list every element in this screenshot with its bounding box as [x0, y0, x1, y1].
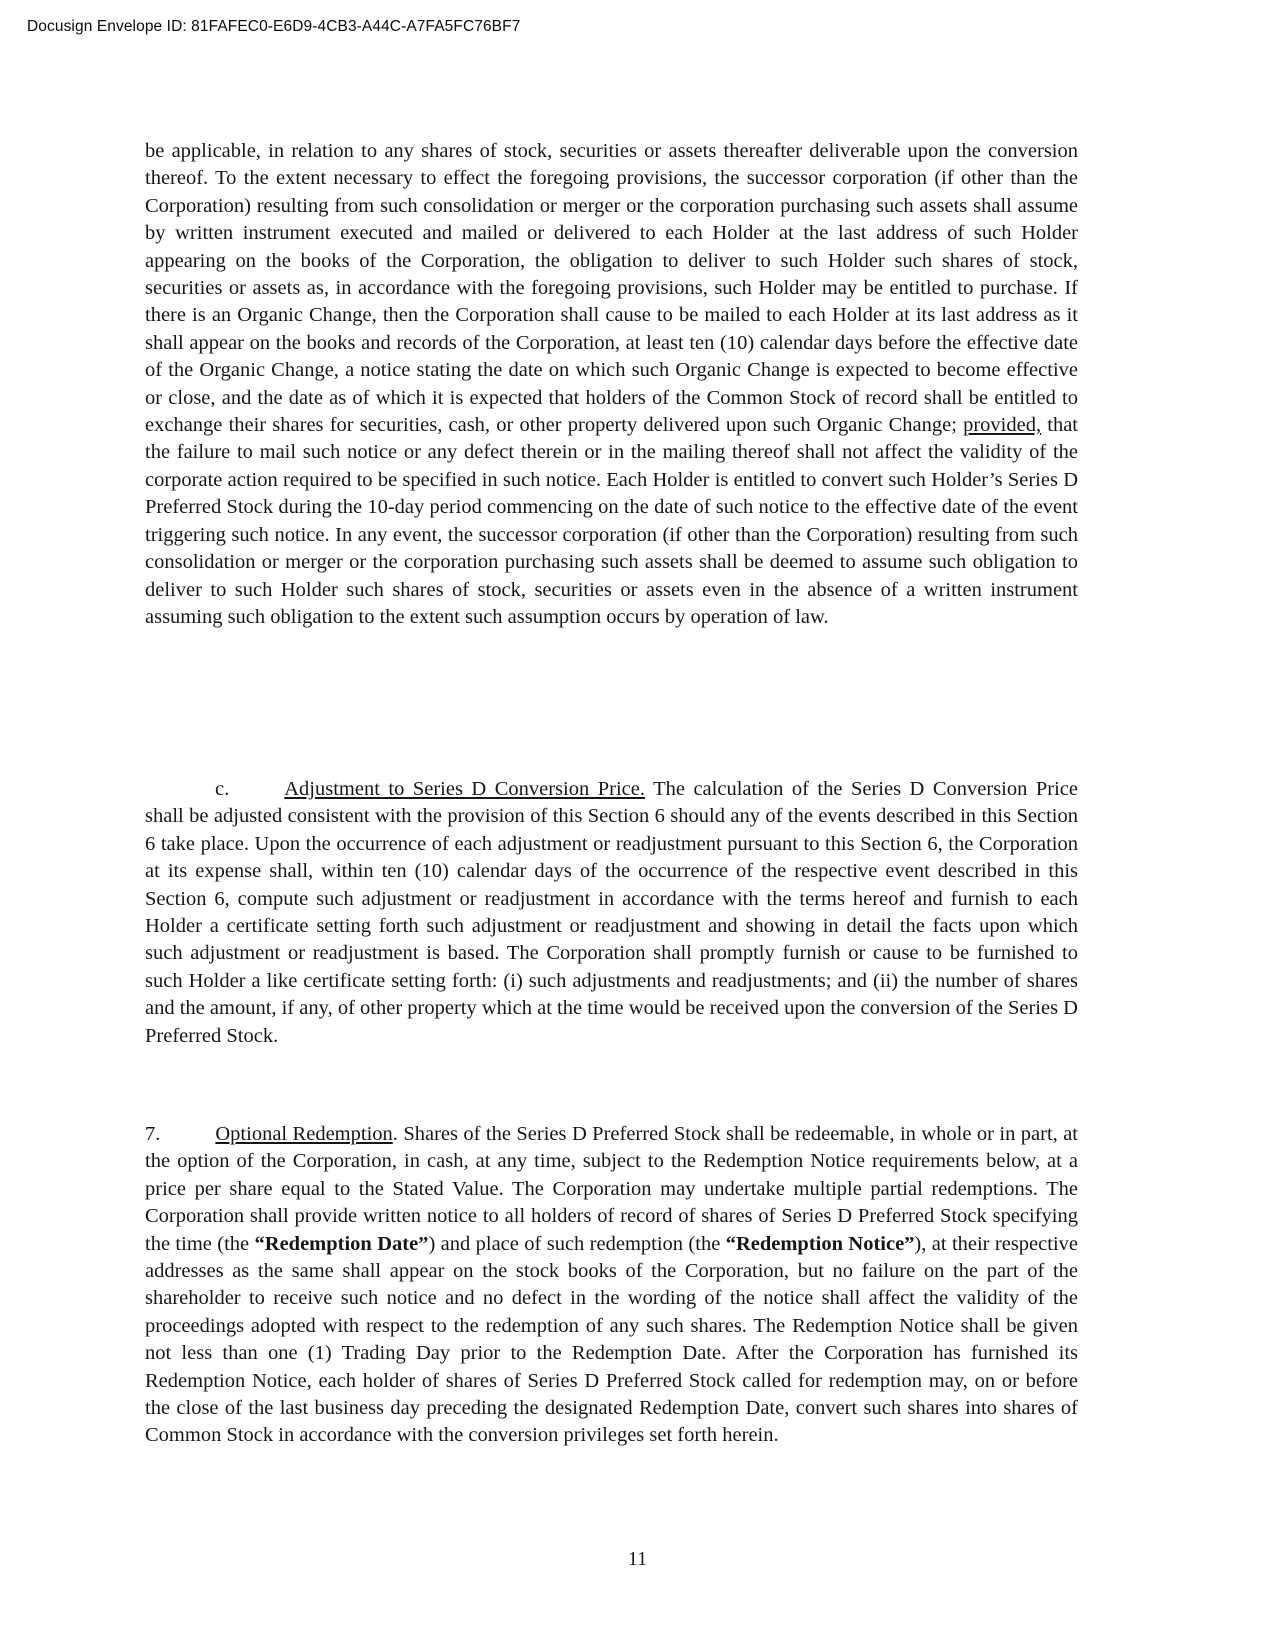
paragraph-continuation [145, 138, 1078, 631]
page-number: 11 [627, 1548, 648, 1570]
underlined-term-provided: provided, [963, 414, 1042, 437]
paragraph-7-optional-redemption [145, 1121, 1078, 1450]
paragraph-7-heading: Optional Redemption [215, 1123, 393, 1145]
paragraph-7-number: 7. [145, 1123, 161, 1145]
paragraph-7-body-1: . Shares of the Series D Preferred Stock shall be redeemable, in whole or in part, at the option of the Corporation, in cash, at any time, subject to the Redemption Notice requirements below, at a price per share equal to the Stated Value. The Corporation may undertake multiple partial redemptions. The Corporation shall provide written notice to all holders of record of shares of Series D Preferred Stock specifying the time (the [145, 1123, 1078, 1255]
paragraph-7-body-3: ), at their respective addresses as the same shall appear on the stock books of the Corporation, but no failure on the part of the shareholder to receive such notice and no defect in the wording of the notice shall affect the validity of the proceedings adopted with respect to the redemption of any such shares. The Redemption Notice shall be given not less than one (1) Trading Day prior to the Redemption Date. After the Corporation has furnished its Redemption Notice, each holder of shares of Series D Preferred Stock called for redemption may, on or before the close of the last business day preceding the designated Redemption Date, convert such shares into shares of Common Stock in accordance with the conversion privileges set forth herein. [145, 1232, 1078, 1447]
paragraph-c-heading: Adjustment to Series D Conversion Price. [284, 778, 645, 800]
defined-term-redemption-date: “Redemption Date” [254, 1232, 429, 1255]
paragraph-1-text-before: be applicable, in relation to any shares of stock, securities or assets thereafter deliverable upon the conversion thereof. To the extent necessary to effect the foregoing provisions, the successor corporation (if other than the Corporation) resulting from such consolidation or merger or the corporation purchasing such assets shall assume by written instrument executed and mailed or delivered to each Holder at the last address of such Holder appearing on the books of the Corporation, the obligation to deliver to such Holder such shares of stock, securities or assets as, in accordance with the foregoing provisions, such Holder may be entitled to purchase. If there is an Organic Change, then the Corporation shall cause to be mailed to each Holder at its last address as it shall appear on the books and records of the Corporation, at least ten (10) calendar days before the effective date of the Organic Change, a notice stating the date on which such Organic Change is expected to become effective or close, and the date as of which it is expected that holders of the Common Stock of record shall be entitled to exchange their shares for securities, cash, or other property delivered upon such Organic Change; [145, 140, 1078, 437]
paragraph-c-number: c. [215, 778, 230, 800]
paragraph-7-body-2: ) and place of such redemption (the [428, 1232, 726, 1255]
docusign-envelope-id: Docusign Envelope ID: 81FAFEC0-E6D9-4CB3-A44C-A7FA5FC76BF7 [27, 18, 521, 35]
paragraph-1-text-after: that the failure to mail such notice or any defect therein or in the mailing thereof shall not affect the validity of the corporate action required to be specified in such notice. Each Holder is entitled to convert such Holder’s Series D Preferred Stock during the 10-day period commencing on the date of such notice to the effective date of the event triggering such notice. In any event, the successor corporation (if other than the Corporation) resulting from such consolidation or merger or the corporation purchasing such assets shall be deemed to assume such obligation to deliver to such Holder such shares of stock, securities or assets even in the absence of a written instrument assuming such obligation to the extent such assumption occurs by operation of law. [145, 414, 1078, 628]
paragraph-c-body: The calculation of the Series D Conversion Price shall be adjusted consistent with the provision of this Section 6 should any of the events described in this Section 6 take place. Upon the occurrence of each adjustment or readjustment pursuant to this Section 6, the Corporation at its expense shall, within ten (10) calendar days of the occurrence of the respective event described in this Section 6, compute such adjustment or readjustment in accordance with the terms hereof and furnish to each Holder a certificate setting forth such adjustment or readjustment and showing in detail the facts upon which such adjustment or readjustment is based. The Corporation shall promptly furnish or cause to be furnished to such Holder a like certificate setting forth: (i) such adjustments and readjustments; and (ii) the number of shares and the amount, if any, of other property which at the time would be received upon the conversion of the Series D Preferred Stock. [145, 778, 1078, 1047]
defined-term-redemption-notice: “Redemption Notice” [725, 1232, 915, 1255]
paragraph-c-adjustment [145, 776, 1078, 1050]
